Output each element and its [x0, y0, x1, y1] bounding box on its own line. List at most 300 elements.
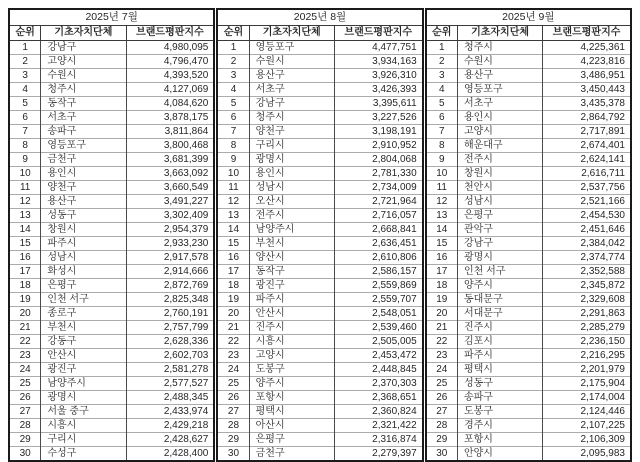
index-cell: 2,610,806 — [334, 251, 422, 265]
gov-cell: 송파구 — [457, 391, 542, 405]
gov-cell: 창원시 — [457, 167, 542, 181]
index-cell: 2,321,422 — [334, 419, 422, 433]
table-row — [9, 153, 214, 167]
table-body — [426, 41, 631, 462]
table-row — [9, 335, 214, 349]
index-cell: 2,454,530 — [543, 209, 631, 223]
index-cell: 2,602,703 — [126, 349, 214, 363]
gov-cell: 평택시 — [457, 363, 542, 377]
table-row — [9, 83, 214, 97]
column-header-row — [9, 26, 214, 41]
gov-cell: 영등포구 — [41, 139, 126, 153]
table-row — [426, 349, 631, 363]
month-title-row — [426, 9, 631, 26]
month-title-row — [217, 9, 422, 26]
gov-cell: 성동구 — [457, 377, 542, 391]
rank-cell: 8 — [9, 139, 41, 153]
rank-cell: 10 — [217, 167, 249, 181]
gov-cell: 광진구 — [41, 363, 126, 377]
rank-cell: 25 — [217, 377, 249, 391]
index-cell: 2,428,627 — [126, 433, 214, 447]
rank-cell: 4 — [9, 83, 41, 97]
table-row — [9, 111, 214, 125]
rank-cell: 20 — [426, 307, 458, 321]
table-row — [9, 97, 214, 111]
index-cell: 2,559,707 — [334, 293, 422, 307]
index-cell: 2,175,904 — [543, 377, 631, 391]
gov-cell: 안산시 — [249, 307, 334, 321]
rank-cell: 18 — [9, 279, 41, 293]
table-row — [9, 307, 214, 321]
table-row — [217, 251, 422, 265]
table-row — [9, 405, 214, 419]
table-row — [217, 181, 422, 195]
rank-cell: 9 — [9, 153, 41, 167]
gov-cell: 은평구 — [41, 279, 126, 293]
rank-cell: 28 — [9, 419, 41, 433]
gov-cell: 용인시 — [249, 167, 334, 181]
rank-cell: 24 — [217, 363, 249, 377]
table-row — [9, 349, 214, 363]
index-cell: 2,201,979 — [543, 363, 631, 377]
table-row — [426, 293, 631, 307]
rank-cell: 21 — [9, 321, 41, 335]
gov-cell: 강동구 — [41, 335, 126, 349]
gov-cell: 광진구 — [249, 279, 334, 293]
index-cell: 2,933,230 — [126, 237, 214, 251]
rank-cell: 24 — [426, 363, 458, 377]
rank-cell: 18 — [426, 279, 458, 293]
gov-cell: 도봉구 — [249, 363, 334, 377]
table-row — [9, 223, 214, 237]
table-row — [217, 195, 422, 209]
table-row — [426, 251, 631, 265]
table-row — [426, 139, 631, 153]
table-row — [217, 209, 422, 223]
gov-cell: 은평구 — [457, 209, 542, 223]
gov-cell: 관악구 — [457, 223, 542, 237]
table-row — [217, 111, 422, 125]
index-cell: 2,124,446 — [543, 405, 631, 419]
ranking-table-2025-08 — [216, 8, 423, 462]
gov-cell: 종로구 — [41, 307, 126, 321]
rank-cell: 2 — [9, 55, 41, 69]
gov-cell: 안산시 — [41, 349, 126, 363]
gov-cell: 성동구 — [41, 209, 126, 223]
table-row — [426, 209, 631, 223]
rank-cell: 2 — [217, 55, 249, 69]
table-row — [426, 237, 631, 251]
rank-cell: 30 — [426, 447, 458, 462]
table-row — [217, 363, 422, 377]
table-row — [217, 307, 422, 321]
gov-cell: 오산시 — [249, 195, 334, 209]
rank-cell: 27 — [426, 405, 458, 419]
rank-cell: 15 — [426, 237, 458, 251]
gov-cell: 동작구 — [41, 97, 126, 111]
gov-cell: 광명시 — [457, 251, 542, 265]
table-row — [426, 279, 631, 293]
index-cell: 2,757,799 — [126, 321, 214, 335]
rank-cell: 28 — [426, 419, 458, 433]
table-row — [9, 69, 214, 83]
table-row — [217, 279, 422, 293]
index-cell: 2,345,872 — [543, 279, 631, 293]
index-cell: 3,491,227 — [126, 195, 214, 209]
index-cell: 2,384,042 — [543, 237, 631, 251]
index-cell: 2,279,397 — [334, 447, 422, 462]
gov-cell: 강남구 — [457, 237, 542, 251]
rank-cell: 16 — [9, 251, 41, 265]
rank-cell: 19 — [426, 293, 458, 307]
index-cell: 3,663,092 — [126, 167, 214, 181]
index-cell: 2,368,651 — [334, 391, 422, 405]
rank-cell: 23 — [9, 349, 41, 363]
table-row — [217, 419, 422, 433]
table-row — [9, 447, 214, 462]
table-row — [217, 125, 422, 139]
rank-cell: 28 — [217, 419, 249, 433]
rank-column-header: 순위 — [217, 26, 249, 41]
index-cell: 4,225,361 — [543, 41, 631, 55]
table-row — [217, 433, 422, 447]
month-title: 2025년 7월 — [9, 9, 214, 26]
index-cell: 2,624,141 — [543, 153, 631, 167]
index-cell: 4,127,069 — [126, 83, 214, 97]
index-cell: 3,450,443 — [543, 83, 631, 97]
gov-cell: 시흥시 — [249, 335, 334, 349]
table-row — [426, 391, 631, 405]
rank-cell: 6 — [9, 111, 41, 125]
rank-cell: 29 — [217, 433, 249, 447]
gov-cell: 서대문구 — [457, 307, 542, 321]
index-cell: 2,352,588 — [543, 265, 631, 279]
table-row — [217, 41, 422, 55]
table-row — [217, 69, 422, 83]
index-cell: 2,825,348 — [126, 293, 214, 307]
gov-cell: 전주시 — [249, 209, 334, 223]
index-cell: 2,453,472 — [334, 349, 422, 363]
gov-cell: 서초구 — [457, 97, 542, 111]
table-row — [426, 111, 631, 125]
index-cell: 2,539,460 — [334, 321, 422, 335]
gov-cell: 경주시 — [457, 419, 542, 433]
table-row — [426, 153, 631, 167]
rank-cell: 14 — [9, 223, 41, 237]
rank-cell: 4 — [426, 83, 458, 97]
index-column-header: 브랜드평판지수 — [334, 26, 422, 41]
rank-cell: 17 — [217, 265, 249, 279]
table-row — [426, 321, 631, 335]
monthly-ranking-tables — [8, 8, 632, 459]
rank-cell: 5 — [426, 97, 458, 111]
index-cell: 2,370,303 — [334, 377, 422, 391]
rank-cell: 15 — [9, 237, 41, 251]
gov-cell: 남양주시 — [249, 223, 334, 237]
table-row — [9, 433, 214, 447]
rank-column-header: 순위 — [426, 26, 458, 41]
index-cell: 2,216,295 — [543, 349, 631, 363]
gov-cell: 영등포구 — [249, 41, 334, 55]
table-row — [9, 209, 214, 223]
table-row — [426, 55, 631, 69]
gov-cell: 청주시 — [457, 41, 542, 55]
rank-cell: 1 — [439, 41, 445, 53]
index-cell: 3,878,175 — [126, 111, 214, 125]
rank-cell: 22 — [9, 335, 41, 349]
rank-cell: 21 — [217, 321, 249, 335]
gov-cell: 고양시 — [41, 55, 126, 69]
index-cell: 3,926,310 — [334, 69, 422, 83]
gov-cell: 광명시 — [249, 153, 334, 167]
gov-cell: 인천 서구 — [457, 265, 542, 279]
index-cell: 2,316,874 — [334, 433, 422, 447]
index-cell: 4,084,620 — [126, 97, 214, 111]
rank-cell: 14 — [217, 223, 249, 237]
index-cell: 2,872,769 — [126, 279, 214, 293]
table-row — [426, 125, 631, 139]
index-cell: 2,428,400 — [126, 447, 214, 462]
gov-cell: 금천구 — [249, 447, 334, 462]
gov-cell: 강남구 — [249, 97, 334, 111]
rank-cell: 8 — [426, 139, 458, 153]
table-row — [9, 55, 214, 69]
index-cell: 2,674,401 — [543, 139, 631, 153]
index-cell: 3,681,399 — [126, 153, 214, 167]
rank-cell: 16 — [426, 251, 458, 265]
gov-cell: 양주시 — [249, 377, 334, 391]
index-cell: 2,721,964 — [334, 195, 422, 209]
index-cell: 2,559,869 — [334, 279, 422, 293]
gov-cell: 용산구 — [249, 69, 334, 83]
gov-cell: 서초구 — [249, 83, 334, 97]
rank-cell: 10 — [9, 167, 41, 181]
index-cell: 2,095,983 — [543, 447, 631, 462]
table-row — [217, 265, 422, 279]
rank-cell: 14 — [426, 223, 458, 237]
table-row — [217, 139, 422, 153]
index-cell: 3,198,191 — [334, 125, 422, 139]
rank-cell: 17 — [9, 265, 41, 279]
index-cell: 2,781,330 — [334, 167, 422, 181]
index-cell: 2,917,578 — [126, 251, 214, 265]
index-cell: 2,374,774 — [543, 251, 631, 265]
table-row — [426, 69, 631, 83]
index-cell: 2,360,824 — [334, 405, 422, 419]
rank-cell: 2 — [426, 55, 458, 69]
index-cell: 2,521,166 — [543, 195, 631, 209]
rank-cell: 3 — [426, 69, 458, 83]
gov-cell: 도봉구 — [457, 405, 542, 419]
gov-cell: 전주시 — [457, 153, 542, 167]
rank-cell: 21 — [426, 321, 458, 335]
table-row — [217, 377, 422, 391]
rank-cell: 13 — [426, 209, 458, 223]
index-cell: 2,488,345 — [126, 391, 214, 405]
gov-cell: 송파구 — [41, 125, 126, 139]
index-cell: 4,393,520 — [126, 69, 214, 83]
index-cell: 2,586,157 — [334, 265, 422, 279]
gov-cell: 김포시 — [457, 335, 542, 349]
gov-cell: 수원시 — [249, 55, 334, 69]
table-row — [217, 223, 422, 237]
rank-cell: 29 — [9, 433, 41, 447]
rank-cell: 30 — [9, 447, 41, 462]
index-cell: 2,628,336 — [126, 335, 214, 349]
table-row — [217, 349, 422, 363]
table-row — [9, 41, 214, 55]
gov-cell: 시흥시 — [41, 419, 126, 433]
index-cell: 2,451,646 — [543, 223, 631, 237]
gov-cell: 안양시 — [457, 447, 542, 462]
table-row — [426, 363, 631, 377]
table-row — [217, 447, 422, 462]
gov-cell: 창원시 — [41, 223, 126, 237]
rank-cell: 20 — [9, 307, 41, 321]
gov-cell: 파주시 — [249, 293, 334, 307]
month-title-row — [9, 9, 214, 26]
table-row — [217, 335, 422, 349]
gov-cell: 아산시 — [249, 419, 334, 433]
index-cell: 3,486,951 — [543, 69, 631, 83]
table-row — [426, 419, 631, 433]
gov-cell: 남양주시 — [41, 377, 126, 391]
gov-cell: 서울 중구 — [41, 405, 126, 419]
table-row — [426, 167, 631, 181]
table-row — [9, 419, 214, 433]
gov-cell: 부천시 — [41, 321, 126, 335]
gov-cell: 평택시 — [249, 405, 334, 419]
gov-cell: 성남시 — [41, 251, 126, 265]
rank-cell: 3 — [217, 69, 249, 83]
rank-cell: 22 — [217, 335, 249, 349]
table-row — [217, 237, 422, 251]
table-row — [426, 83, 631, 97]
index-cell: 3,811,864 — [126, 125, 214, 139]
table-row — [9, 251, 214, 265]
table-row — [426, 195, 631, 209]
rank-cell: 25 — [9, 377, 41, 391]
table-body — [217, 41, 422, 462]
gov-cell: 성남시 — [457, 195, 542, 209]
index-cell: 2,668,841 — [334, 223, 422, 237]
table-row — [426, 41, 631, 55]
index-cell: 2,716,057 — [334, 209, 422, 223]
table-row — [9, 279, 214, 293]
rank-cell: 30 — [217, 447, 249, 462]
index-cell: 2,954,379 — [126, 223, 214, 237]
column-header-row — [426, 26, 631, 41]
table-row — [217, 167, 422, 181]
index-cell: 2,581,278 — [126, 363, 214, 377]
rank-cell: 1 — [22, 41, 28, 53]
gov-cell: 고양시 — [249, 349, 334, 363]
rank-cell: 29 — [426, 433, 458, 447]
gov-cell: 강남구 — [41, 41, 126, 55]
gov-cell: 양산시 — [249, 251, 334, 265]
gov-cell: 광명시 — [41, 391, 126, 405]
rank-cell: 13 — [217, 209, 249, 223]
table-row — [426, 447, 631, 462]
table-row — [9, 139, 214, 153]
rank-cell: 6 — [217, 111, 249, 125]
table-row — [426, 97, 631, 111]
gov-cell: 구리시 — [41, 433, 126, 447]
rank-cell: 23 — [217, 349, 249, 363]
gov-cell: 화성시 — [41, 265, 126, 279]
index-cell: 2,107,225 — [543, 419, 631, 433]
index-cell: 2,174,004 — [543, 391, 631, 405]
index-cell: 2,433,974 — [126, 405, 214, 419]
table-row — [9, 195, 214, 209]
index-cell: 2,717,891 — [543, 125, 631, 139]
table-row — [9, 377, 214, 391]
gov-cell: 수원시 — [41, 69, 126, 83]
gov-column-header: 기초자치단체 — [41, 26, 126, 41]
gov-cell: 파주시 — [41, 237, 126, 251]
rank-cell: 24 — [9, 363, 41, 377]
table-row — [217, 55, 422, 69]
gov-cell: 청주시 — [249, 111, 334, 125]
rank-cell: 27 — [217, 405, 249, 419]
table-body — [9, 41, 214, 462]
gov-cell: 용산구 — [457, 69, 542, 83]
index-cell: 2,429,218 — [126, 419, 214, 433]
rank-cell: 3 — [9, 69, 41, 83]
gov-cell: 은평구 — [249, 433, 334, 447]
table-row — [426, 223, 631, 237]
index-column-header: 브랜드평판지수 — [126, 26, 214, 41]
index-cell: 2,448,845 — [334, 363, 422, 377]
table-row — [426, 335, 631, 349]
rank-cell: 25 — [426, 377, 458, 391]
rank-cell: 26 — [9, 391, 41, 405]
index-column-header: 브랜드평판지수 — [543, 26, 631, 41]
gov-cell: 영등포구 — [457, 83, 542, 97]
table-row — [217, 391, 422, 405]
gov-cell: 용산구 — [41, 195, 126, 209]
month-title: 2025년 8월 — [217, 9, 422, 26]
column-header-row — [217, 26, 422, 41]
index-cell: 2,505,005 — [334, 335, 422, 349]
gov-cell: 용인시 — [41, 167, 126, 181]
rank-column-header: 순위 — [9, 26, 41, 41]
index-cell: 2,910,952 — [334, 139, 422, 153]
index-cell: 2,760,191 — [126, 307, 214, 321]
index-cell: 2,548,051 — [334, 307, 422, 321]
gov-cell: 양천구 — [41, 181, 126, 195]
gov-column-header: 기초자치단체 — [249, 26, 334, 41]
table-row — [426, 405, 631, 419]
gov-cell: 구리시 — [249, 139, 334, 153]
index-cell: 2,864,792 — [543, 111, 631, 125]
table-row — [217, 321, 422, 335]
index-cell: 2,537,756 — [543, 181, 631, 195]
ranking-table-2025-09 — [425, 8, 632, 462]
rank-cell: 11 — [426, 181, 458, 195]
gov-cell: 포항시 — [249, 391, 334, 405]
gov-cell: 부천시 — [249, 237, 334, 251]
index-cell: 4,223,816 — [543, 55, 631, 69]
rank-cell: 13 — [9, 209, 41, 223]
rank-cell: 26 — [217, 391, 249, 405]
table-row — [217, 97, 422, 111]
index-cell: 2,616,711 — [543, 167, 631, 181]
rank-cell: 11 — [217, 181, 249, 195]
index-cell: 2,734,009 — [334, 181, 422, 195]
rank-cell: 27 — [9, 405, 41, 419]
rank-cell: 1 — [230, 41, 237, 53]
